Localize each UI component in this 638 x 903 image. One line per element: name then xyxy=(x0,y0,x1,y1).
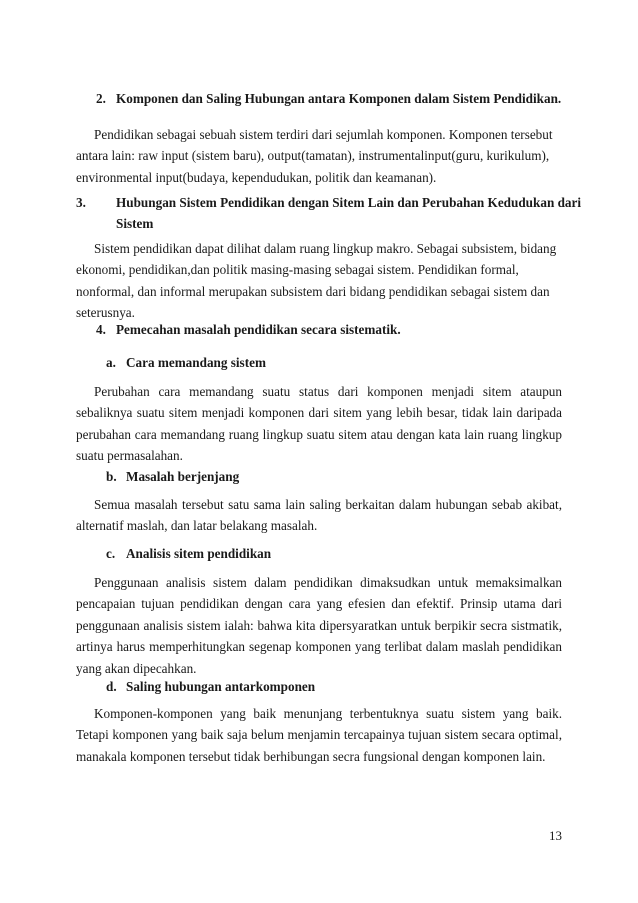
subsection-letter: c. xyxy=(106,546,116,561)
section-number: 4. xyxy=(96,322,106,337)
section-2-heading xyxy=(96,88,566,109)
section-3-heading xyxy=(76,192,582,235)
section-title: Komponen dan Saling Hubungan antara Komponen dalam Sistem Pendidikan. xyxy=(116,91,562,106)
subsection-title: Masalah berjenjang xyxy=(126,469,240,484)
subsection-c-heading xyxy=(106,543,556,564)
subsection-c-body xyxy=(76,572,562,679)
subsection-b-body xyxy=(76,494,562,537)
section-2-body xyxy=(76,124,562,188)
paragraph: Penggunaan analisis sistem dalam pendidikan dimaksudkan untuk memaksimalkan pencapaian tujuan pendidikan dengan cara yang efesien dan efektif. Prinsip utama dari penggunaan analisis sistem ialah: bahwa kita dipersyaratkan untuk berpikir secra sistmatik, artinya harus memperhitungkan segenap komponen yang terlibat dalam maslah pendidikan yang akan dipecahkan. xyxy=(76,575,562,676)
page-number: 13 xyxy=(549,828,562,843)
subsection-title: Saling hubungan antarkomponen xyxy=(126,679,316,694)
section-3-body xyxy=(76,238,562,324)
subsection-letter: d. xyxy=(106,679,117,694)
section-title: Pemecahan masalah pendidikan secara sistematik. xyxy=(116,322,401,337)
subsection-d-heading xyxy=(106,676,556,697)
subsection-a-body xyxy=(76,381,562,467)
subsection-letter: a. xyxy=(106,355,116,370)
paragraph: Semua masalah tersebut satu sama lain saling berkaitan dalam hubungan sebab akibat, alternatif maslah, dan latar belakang masalah. xyxy=(76,497,562,534)
section-number: 3. xyxy=(76,195,86,210)
subsection-title: Analisis sitem pendidikan xyxy=(126,546,272,561)
paragraph: Pendidikan sebagai sebuah sistem terdiri dari sejumlah komponen. Komponen tersebut antara lain: raw input (sistem baru), output(tamatan), instrumentalinput(guru, kurikulum), environmental input(budaya, kependudukan, politik dan keamanan). xyxy=(76,127,553,185)
subsection-a-heading xyxy=(106,352,556,373)
subsection-title: Cara memandang sistem xyxy=(126,355,266,370)
section-number: 2. xyxy=(96,91,106,106)
section-4-heading xyxy=(96,319,562,340)
subsection-d-body xyxy=(76,703,562,767)
paragraph: Sistem pendidikan dapat dilihat dalam ruang lingkup makro. Sebagai subsistem, bidang ekonomi, pendidikan,dan politik masing-masing sebagai sistem. Pendidikan formal, nonformal, dan informal merupakan subsistem dari bidang pendidikan sebagai sistem dan seterusnya. xyxy=(76,241,557,321)
section-title: Hubungan Sistem Pendidikan dengan Sitem Lain dan Perubahan Kedudukan dari Sistem xyxy=(116,195,582,232)
paragraph: Perubahan cara memandang suatu status dari komponen menjadi sitem ataupun sebaliknya suatu sitem menjadi komponen dari sitem yang lebih besar, tidak lain daripada perubahan cara memandang ruang lingkup suatu sitem atau dengan kata lain ruang lingkup suatu permasalahan. xyxy=(76,384,562,464)
paragraph: Komponen-komponen yang baik menunjang terbentuknya suatu sistem yang baik. Tetapi komponen yang baik saja belum menjamin tercapainya tujuan sistem secara optimal, manakala komponen tersebut tidak berhibungan secra fungsional dengan komponen lain. xyxy=(76,706,562,764)
subsection-letter: b. xyxy=(106,469,117,484)
subsection-b-heading xyxy=(106,466,556,487)
